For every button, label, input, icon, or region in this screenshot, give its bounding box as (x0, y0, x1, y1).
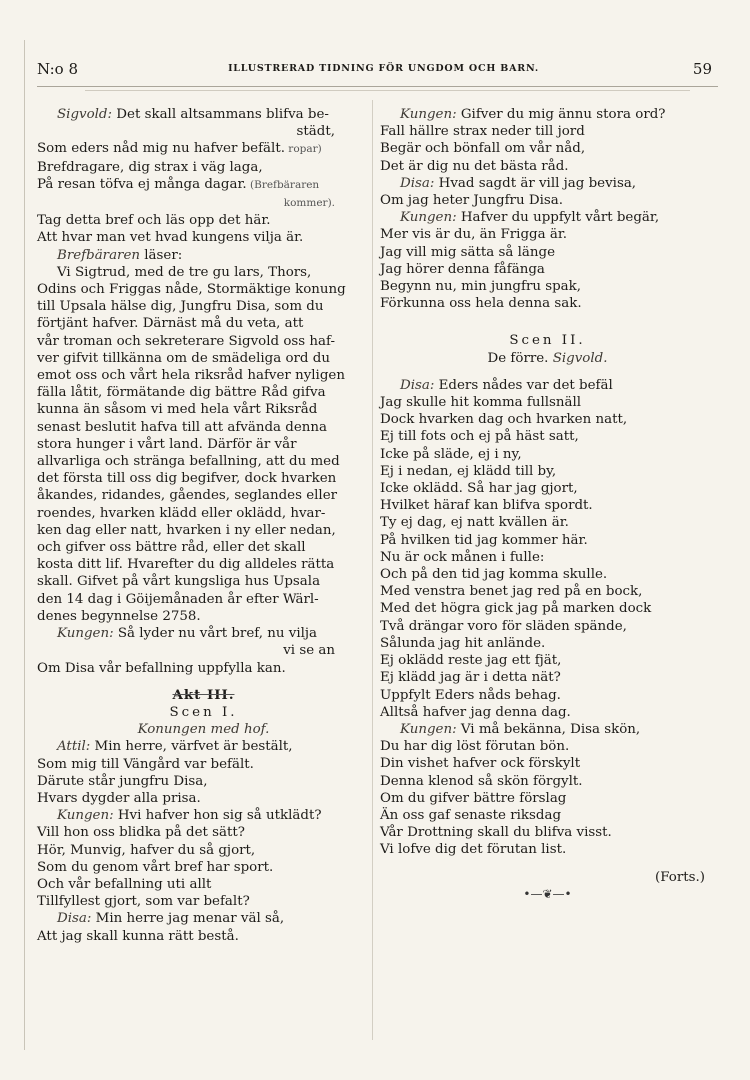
speaker-line (37, 625, 370, 642)
prose-line: och gifver oss bättre råd, eller det skall (37, 540, 306, 556)
speaker-line (37, 910, 370, 927)
verse-text: Icke oklädd. Så har jag gjort, (380, 481, 578, 497)
verse-line (37, 159, 370, 176)
continuation-line (37, 642, 370, 659)
speaker-name: Kungen: (57, 808, 114, 824)
verse-text: Begynn nu, min jungfru spak, (380, 279, 582, 295)
header-rule-thin (85, 90, 690, 91)
verse-line (37, 893, 370, 910)
verse-text: Fall hällre strax neder till jord (380, 124, 585, 140)
verse-line (380, 394, 715, 411)
speaker-line (37, 247, 370, 264)
prose-line: det första till oss dig begifver, dock hvarken (37, 471, 337, 487)
verse-text: Om du gifver bättre förslag (380, 790, 567, 806)
prose-line: ver gifvit tillkänna om de smädeliga ord du (37, 350, 330, 366)
dialogue-text: Så lyder nu vårt bref, nu vilja (113, 626, 318, 642)
spacer (380, 859, 715, 869)
verse-line (37, 928, 370, 945)
verse-line (380, 226, 715, 243)
verse-text: Att hvar man vet hvad kungens vilja är. (37, 230, 304, 246)
verse-line (380, 428, 715, 445)
dialogue-text: Hvi hafver hon sig så utklädt? (113, 808, 322, 824)
prose-line: skall. Gifvet på vårt kungsliga hus Upsala (37, 574, 321, 590)
verse-line (37, 660, 370, 677)
verse-line (37, 140, 370, 158)
verse-text: Ej klädd jag är i detta nät? (380, 670, 561, 686)
verse-text: Om jag heter Jungfru Disa. (380, 193, 563, 209)
verse-line (37, 876, 370, 893)
verse-text: Alltså hafver jag denna dag. (380, 704, 571, 720)
verse-line (380, 600, 715, 617)
verse-text: Tillfyllest gjort, som var befalt? (37, 894, 250, 910)
page-number: 59 (692, 60, 712, 78)
speaker-line (380, 175, 715, 192)
verse-line (380, 278, 715, 295)
prose-line: till Upsala hälse dig, Jungfru Disa, som du (37, 299, 324, 315)
speaker-line (380, 721, 715, 738)
verse-line (380, 566, 715, 583)
verse-text: Som mig till Vängård var befält. (37, 756, 254, 772)
verse-line (380, 824, 715, 841)
verse-line (380, 497, 715, 514)
verse-text: Med det högra gick jag på marken dock (380, 601, 652, 617)
scene-cast: Konungen med hof. (137, 722, 270, 738)
scene-cast (380, 350, 715, 367)
speaker-name: Kungen: (57, 626, 114, 642)
spacer (37, 677, 370, 687)
stage-direction: ropar) (284, 143, 322, 156)
verse-line (380, 652, 715, 669)
issue-number: N:o 8 (37, 60, 78, 78)
continuation-line (37, 194, 370, 212)
verse-text: På hvilken tid jag kommer här. (380, 532, 588, 548)
prose-line: Odins och Friggas nåde, Stormäktige konung (37, 282, 346, 298)
verse-text: vi se an (283, 643, 335, 659)
prose-line: ken dag eller natt, hvarken i ny eller nedan, (37, 522, 336, 538)
dialogue-text: Vi må bekänna, Disa skön, (456, 721, 641, 737)
prose-line: förtjänt hafver. Därnäst må du veta, att (37, 316, 304, 332)
verse-line (380, 841, 715, 858)
stage-direction: kommer). (283, 197, 335, 210)
verse-line (37, 229, 370, 246)
speaker-line (37, 106, 370, 123)
prose-line: åkandes, ridandes, gåendes, seglandes eller (37, 488, 338, 504)
verse-line (380, 244, 715, 261)
verse-line (380, 480, 715, 497)
verse-text: Jag hörer denna fåfänga (380, 261, 545, 277)
verse-text: Jag skulle hit komma fullsnäll (380, 395, 582, 411)
verse-text: Vi lofve dig det förutan list. (380, 842, 567, 858)
spacer (380, 312, 715, 332)
speaker-line (380, 106, 715, 123)
verse-text: På resan töfva ej många dagar. (37, 176, 247, 192)
verse-line (380, 807, 715, 824)
verse-text: Det är dig nu det bästa råd. (380, 158, 569, 174)
verse-line (37, 859, 370, 876)
speaker-name: Attil: (57, 739, 91, 755)
verse-text: Uppfylt Eders nåds behag. (380, 687, 561, 703)
stage-direction: (Brefbäraren (246, 178, 320, 191)
prose-line: fälla låtit, förmätande dig bättre Råd gifva (37, 385, 326, 401)
verse-text: Ty ej dag, ej natt kvällen är. (380, 515, 569, 531)
verse-line (380, 514, 715, 531)
letter-text (37, 264, 370, 625)
verse-text: Brefdragare, dig strax i väg laga, (37, 159, 263, 175)
prose-line: kosta ditt lif. Hvarefter du dig alldeles rätta (37, 557, 335, 573)
verse-line (380, 192, 715, 209)
dialogue-text: Eders nådes var det befäl (434, 377, 613, 393)
verse-line (380, 790, 715, 807)
spacer (380, 367, 715, 377)
cast-text: De förre. (487, 350, 553, 366)
verse-line (37, 773, 370, 790)
verse-text: Ej oklädd reste jag ett fjät, (380, 653, 562, 669)
verse-text: Hör, Munvig, hafver du så gjort, (37, 842, 256, 858)
verse-line (37, 756, 370, 773)
continued-note: (Forts.) (655, 869, 705, 885)
verse-text: Hvilket häraf kan blifva spordt. (380, 498, 593, 514)
verse-line (380, 773, 715, 790)
left-column (37, 106, 370, 945)
verse-text: Dock hvarken dag och hvarken natt, (380, 412, 628, 428)
verse-line (380, 463, 715, 480)
speaker-name: Disa: (400, 175, 435, 191)
verse-line (380, 583, 715, 600)
verse-line (380, 549, 715, 566)
verse-text: Sålunda jag hit anlände. (380, 635, 546, 651)
verse-text: Därute står jungfru Disa, (37, 773, 208, 789)
verse-line (380, 140, 715, 157)
verse-line (37, 842, 370, 859)
verse-text: Tag detta bref och läs opp det här. (37, 213, 271, 229)
prose-line: den 14 dag i Göijemånaden år efter Wärl- (37, 591, 319, 607)
verse-line (380, 158, 715, 175)
cast-name: Sigvold. (552, 350, 608, 366)
speaker-name: Disa: (57, 911, 92, 927)
verse-line (380, 687, 715, 704)
verse-line (380, 618, 715, 635)
verse-text: Och vår befallning uti allt (37, 876, 212, 892)
speaker-line (380, 377, 715, 394)
dialogue-text: Min herre, värfvet är bestält, (90, 739, 293, 755)
verse-text: Ej i nedan, ej klädd till by, (380, 463, 557, 479)
prose-line: senast beslutit hafva till att afvända denna (37, 419, 327, 435)
verse-line (37, 176, 370, 194)
verse-text: Hvars dygder alla prisa. (37, 790, 201, 806)
column-divider (372, 100, 373, 1040)
verse-text: Två drängar voro för släden spände, (380, 618, 627, 634)
continuation-line (37, 123, 370, 140)
verse-line (37, 790, 370, 807)
verse-text: Ej till fots och ej på häst satt, (380, 429, 579, 445)
verse-text: Som du genom vårt bref har sport. (37, 859, 274, 875)
verse-text: Jag vill mig sätta så länge (380, 244, 556, 260)
prose-line: allvarliga och stränga befallning, att du med (37, 454, 340, 470)
verse-text: Förkunna oss hela denna sak. (380, 296, 582, 312)
dialogue-text: Det skall altsammans blifva be- (112, 107, 329, 122)
speaker-name: Disa: (400, 377, 435, 393)
speaker-name: Brefbäraren (57, 247, 141, 263)
page (24, 40, 730, 1050)
verse-line (380, 446, 715, 463)
scene-heading: Scen II. (509, 333, 586, 349)
verse-text: Nu är ock månen i fulle: (380, 549, 545, 565)
prose-line: emot oss och vårt hela riksråd hafver nyligen (37, 368, 345, 384)
verse-line (380, 669, 715, 686)
verse-line (380, 704, 715, 721)
dialogue-text: Min herre jag menar väl så, (91, 911, 285, 927)
verse-text: Som eders nåd mig nu hafver befält. (37, 141, 285, 157)
verse-text: Vill hon oss blidka på det sätt? (37, 825, 245, 841)
verse-text: Vår Drottning skall du blifva visst. (380, 825, 612, 841)
speaker-name: Kungen: (400, 721, 457, 737)
prose-line: stora hunger i vårt land. Därför är vår (37, 436, 297, 452)
speaker-line (380, 209, 715, 226)
dialogue-text: Gifver du mig ännu stora ord? (456, 107, 666, 122)
publication-title: ILLUSTRERAD TIDNING FÖR UNGDOM OCH BARN. (228, 63, 539, 74)
verse-line (380, 261, 715, 278)
header-rule (37, 86, 718, 87)
verse-line (380, 295, 715, 312)
verse-line (380, 123, 715, 140)
dialogue-text: Hafver du uppfylt vårt begär, (456, 210, 660, 226)
verse-text: Du har dig löst förutan bön. (380, 739, 570, 755)
verse-text: Om Disa vår befallning uppfylla kan. (37, 660, 286, 676)
speaker-line (37, 807, 370, 824)
verse-line (380, 738, 715, 755)
verse-text: Med venstra benet jag red på en bock, (380, 584, 643, 600)
prose-line: denes begynnelse 2758. (37, 608, 201, 624)
verse-text: Mer vis är du, än Frigga är. (380, 227, 568, 243)
verse-text: Begär och bönfall om vår nåd, (380, 141, 586, 157)
verse-line (380, 532, 715, 549)
speaker-name: Kungen: (400, 210, 457, 226)
verse-line (380, 755, 715, 772)
prose-line: roendes, hvarken klädd eller oklädd, hvar- (37, 505, 326, 521)
verse-line (380, 411, 715, 428)
verse-line (37, 824, 370, 841)
prose-line: vår troman och sekreterare Sigvold oss haf- (37, 333, 336, 349)
verse-text: Denna klenod så skön förgylt. (380, 773, 583, 789)
scene-heading: Scen I. (169, 704, 238, 720)
speaker-line (37, 738, 370, 755)
verse-line (37, 212, 370, 229)
page-header (37, 60, 730, 82)
verse-text: städt, (296, 124, 335, 140)
verse-text: Icke på släde, ej i ny, (380, 446, 522, 462)
prose-line: Vi Sigtrud, med de tre gu lars, Thors, (57, 264, 312, 280)
right-column (380, 106, 715, 903)
dialogue-text: Hvad sagdt är vill jag bevisa, (434, 175, 637, 191)
verse-text: Att jag skall kunna rätt bestå. (37, 928, 239, 944)
verse-text: Och på den tid jag komma skulle. (380, 567, 608, 583)
prose-line: kunna än såsom vi med hela vårt Riksråd (37, 402, 318, 418)
speaker-name: Kungen: (400, 107, 457, 122)
ornament-icon: •—❦—• (523, 886, 572, 901)
verse-text: Din vishet hafver ock förskylt (380, 756, 581, 772)
speaker-name: Sigvold: (57, 107, 113, 122)
verse-text: Än oss gaf senaste riksdag (380, 807, 562, 823)
act-heading: Akt III. (172, 686, 235, 703)
verse-line (380, 635, 715, 652)
dialogue-text: läser: (140, 247, 183, 263)
